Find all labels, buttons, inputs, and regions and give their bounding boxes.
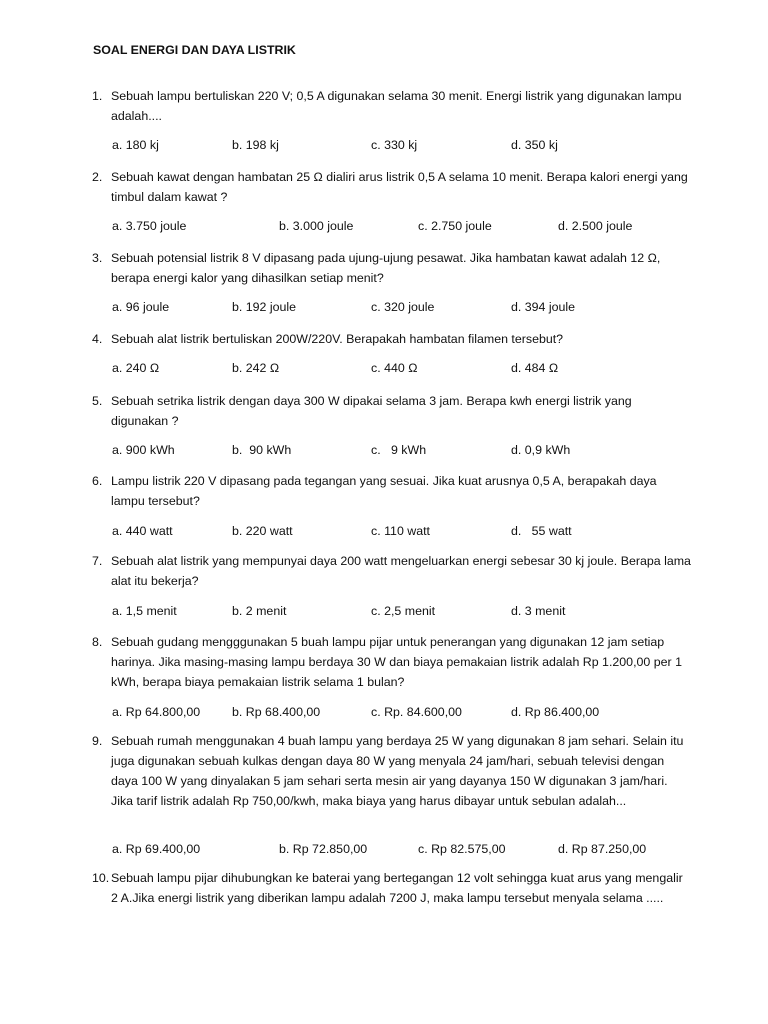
option-b: b. Rp 72.850,00 — [279, 842, 368, 856]
question-4 — [92, 329, 692, 349]
option-a: a. 440 watt — [112, 524, 173, 538]
question-6 — [92, 471, 692, 511]
option-c: c. 440 Ω — [371, 361, 418, 375]
option-a: a. Rp 69.400,00 — [112, 842, 201, 856]
question-text: Sebuah lampu pijar dihubungkan ke baterai yang bertegangan 12 volt sehingga kuat arus yang mengalir 2 A.Jika energi listrik yang diberikan lampu adalah 7200 J, maka lampu tersebut menyala selama ..... — [111, 871, 683, 905]
question-text: Lampu listrik 220 V dipasang pada tegangan yang sesuai. Jika kuat arusnya 0,5 A, berapakah daya lampu tersebut? — [111, 474, 657, 508]
option-d: d. Rp 86.400,00 — [511, 705, 600, 719]
question-number: 6. — [92, 474, 103, 488]
question-3 — [92, 248, 692, 288]
option-b: b. 192 joule — [232, 300, 297, 314]
options-2 — [112, 216, 672, 236]
option-d: d. 484 Ω — [511, 361, 559, 375]
question-2 — [92, 167, 692, 207]
option-d: d. 394 joule — [511, 300, 576, 314]
question-number: 2. — [92, 170, 103, 184]
question-text: Sebuah lampu bertuliskan 220 V; 0,5 A digunakan selama 30 menit. Energi listrik yang digunakan lampu adalah.... — [111, 89, 682, 123]
option-c: c. 9 kWh — [371, 443, 427, 457]
question-number: 5. — [92, 394, 103, 408]
option-d: d. 0,9 kWh — [511, 443, 571, 457]
option-c: c. 2,5 menit — [371, 604, 436, 618]
option-a: a. 900 kWh — [112, 443, 175, 457]
question-text: Sebuah gudang mengggunakan 5 buah lampu pijar untuk penerangan yang digunakan 12 jam setiap harinya. Jika masing-masing lampu berdaya 30 W dan biaya pemakaian listrik adalah Rp 1.200,00 per 1 kWh, berapa biaya pemakaian listrik selama 1 bulan? — [111, 635, 682, 689]
option-d: d. 55 watt — [511, 524, 572, 538]
option-a: a. 1,5 menit — [112, 604, 177, 618]
option-a: a. Rp 64.800,00 — [112, 705, 201, 719]
options-9 — [112, 839, 672, 859]
option-b: b. 2 menit — [232, 604, 287, 618]
question-text: Sebuah alat listrik yang mempunyai daya 200 watt mengeluarkan energi sebesar 30 kj joule. Berapa lama alat itu bekerja? — [111, 554, 691, 588]
question-10 — [92, 868, 692, 908]
question-9 — [92, 731, 692, 811]
option-d: d. 350 kj — [511, 138, 558, 152]
question-text: Sebuah potensial listrik 8 V dipasang pada ujung-ujung pesawat. Jika hambatan kawat adalah 12 Ω, berapa energi kalor yang dihasilkan setiap menit? — [111, 251, 661, 285]
options-6 — [112, 521, 672, 541]
question-1 — [92, 86, 692, 126]
option-b: b. Rp 68.400,00 — [232, 705, 321, 719]
option-b: b. 220 watt — [232, 524, 293, 538]
question-7 — [92, 551, 692, 591]
question-number: 1. — [92, 89, 103, 103]
options-1 — [112, 135, 672, 155]
option-b: b. 198 kj — [232, 138, 279, 152]
options-4 — [112, 358, 672, 378]
option-d: d. 2.500 joule — [558, 219, 633, 233]
question-number: 3. — [92, 251, 103, 265]
question-text: Sebuah alat listrik bertuliskan 200W/220V. Berapakah hambatan filamen tersebut? — [111, 332, 564, 346]
option-a: a. 3.750 joule — [112, 219, 187, 233]
question-text: Sebuah rumah menggunakan 4 buah lampu yang berdaya 25 W yang digunakan 8 jam sehari. Selain itu juga digunakan sebuah kulkas dengan daya 80 W yang menyala 24 jam/hari, sebuah televisi dengan daya 100 W yang dinyalakan 5 jam sehari serta mesin air yang dayanya 150 W digunakan 3 jam/hari. Jika tarif listrik adalah Rp 750,00/kwh, maka biaya yang harus dibayar untuk sebulan adalah... — [111, 734, 684, 808]
question-number: 7. — [92, 554, 103, 568]
question-8 — [92, 632, 692, 692]
option-c: c. 320 joule — [371, 300, 435, 314]
question-5 — [92, 391, 692, 431]
options-3 — [112, 297, 672, 317]
option-c: c. 110 watt — [371, 524, 431, 538]
option-d: d. Rp 87.250,00 — [558, 842, 647, 856]
question-number: 9. — [92, 734, 103, 748]
option-c: c. 2.750 joule — [418, 219, 492, 233]
question-number: 10. — [92, 871, 110, 885]
question-text: Sebuah setrika listrik dengan daya 300 W dipakai selama 3 jam. Berapa kwh energi listrik yang digunakan ? — [111, 394, 632, 428]
question-number: 4. — [92, 332, 103, 346]
question-text: Sebuah kawat dengan hambatan 25 Ω dialiri arus listrik 0,5 A selama 10 menit. Berapa kalori energi yang timbul dalam kawat ? — [111, 170, 688, 204]
option-c: c. Rp 82.575,00 — [418, 842, 506, 856]
option-a: a. 96 joule — [112, 300, 170, 314]
page-title: SOAL ENERGI DAN DAYA LISTRIK — [93, 43, 296, 57]
option-b: b. 242 Ω — [232, 361, 280, 375]
option-d: d. 3 menit — [511, 604, 566, 618]
question-number: 8. — [92, 635, 103, 649]
option-c: c. Rp. 84.600,00 — [371, 705, 462, 719]
options-5 — [112, 440, 672, 460]
option-a: a. 180 kj — [112, 138, 159, 152]
options-7 — [112, 601, 672, 621]
option-b: b. 3.000 joule — [279, 219, 354, 233]
option-c: c. 330 kj — [371, 138, 418, 152]
option-b: b. 90 kWh — [232, 443, 292, 457]
options-8 — [112, 702, 672, 722]
option-a: a. 240 Ω — [112, 361, 160, 375]
